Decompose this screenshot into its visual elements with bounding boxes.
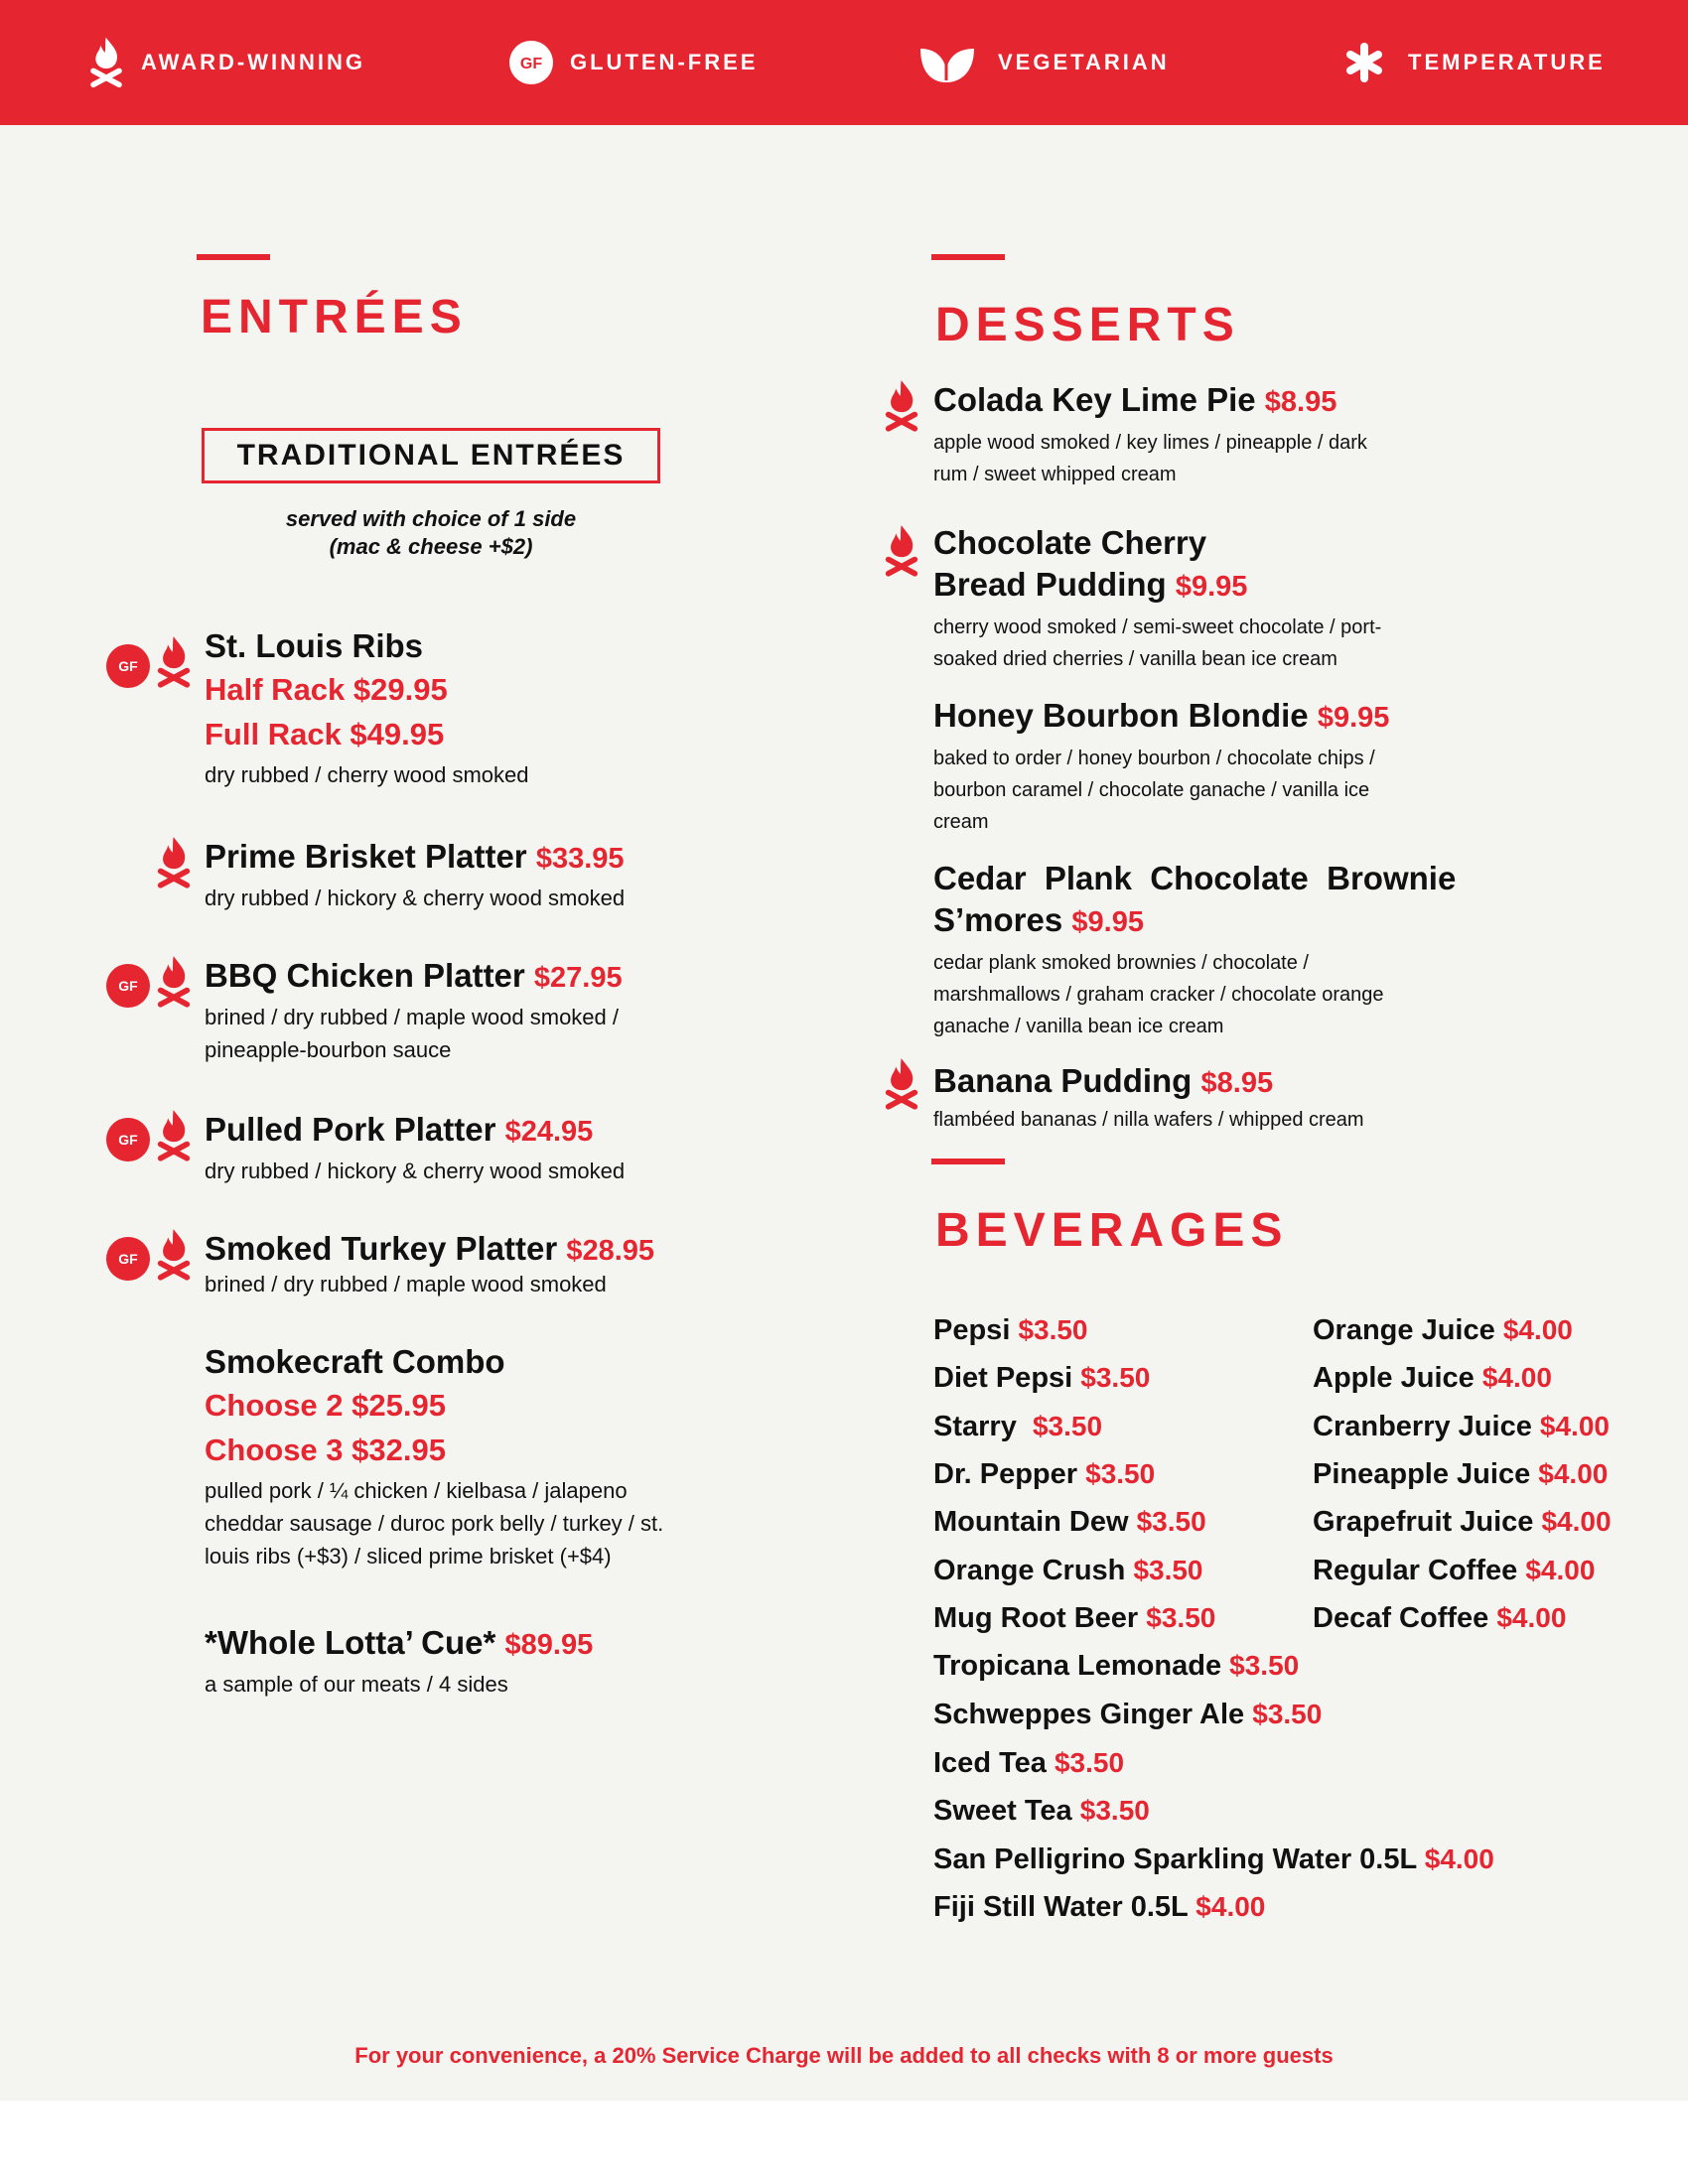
item-description-line: louis ribs (+$3) / sliced prime brisket (+$4) — [205, 1544, 612, 1569]
service-charge-note: For your convenience, a 20% Service Charge will be added to all checks with 8 or more guests — [354, 2043, 1334, 2068]
legend-award-label: AWARD-WINNING — [141, 50, 365, 74]
asterisk-icon — [1344, 43, 1384, 82]
item-description — [933, 427, 1529, 490]
beverage-item — [933, 1409, 1102, 1444]
beverage-price: $4.00 — [1538, 1458, 1609, 1489]
item-description — [933, 612, 1529, 675]
served-line-2: (mac & cheese +$2) — [329, 534, 533, 559]
dessert-colada-key-lime-pie — [933, 379, 1529, 490]
desserts-title: DESSERTS — [935, 299, 1240, 351]
item-price: $89.95 — [504, 1629, 594, 1661]
beverage-name: Apple Juice — [1313, 1362, 1475, 1394]
beverage-name: Starry — [933, 1411, 1025, 1442]
item-name-line — [205, 1109, 625, 1153]
beverage-item — [933, 1889, 1265, 1925]
beverages-accent-line — [931, 1159, 1005, 1164]
beverage-item — [933, 1312, 1088, 1348]
beverage-price: $4.00 — [1481, 1362, 1552, 1393]
flame-icon — [883, 379, 920, 433]
beverage-price: $3.50 — [1252, 1699, 1323, 1729]
beverage-price: $3.50 — [1133, 1555, 1203, 1585]
item-description-line: baked to order / honey bourbon / chocolate chips / — [933, 748, 1375, 769]
item-name-line-1: Cedar Plank Chocolate Brownie — [933, 860, 1457, 896]
item-price-choose-2: Choose 2 $25.95 — [205, 1388, 446, 1423]
item-name-line — [205, 836, 625, 880]
item-price-choose-3: Choose 3 $32.95 — [205, 1433, 446, 1467]
beverage-price: $3.50 — [1080, 1362, 1151, 1393]
beverage-price: $4.00 — [1496, 1602, 1567, 1633]
traditional-entrees-label: TRADITIONAL ENTRÉES — [202, 428, 660, 483]
beverage-item — [933, 1504, 1206, 1540]
legend-temperature-label: TEMPERATURE — [1408, 50, 1606, 74]
legend-vegetarian-label: VEGETARIAN — [998, 50, 1170, 74]
gluten-free-icon — [105, 963, 151, 1009]
beverage-item — [933, 1456, 1155, 1492]
item-description-line: cream — [933, 811, 989, 833]
legend-gluten-free — [508, 0, 758, 125]
beverage-name: Pepsi — [933, 1314, 1011, 1346]
beverage-name: Regular Coffee — [1313, 1555, 1518, 1586]
beverage-price: $4.00 — [1502, 1314, 1573, 1345]
legend-vegetarian — [918, 0, 1170, 125]
beverage-item — [933, 1600, 1215, 1636]
beverage-name: Cranberry Juice — [1313, 1411, 1532, 1442]
beverage-price: $4.00 — [1525, 1555, 1596, 1585]
item-name: Smoked Turkey Platter — [205, 1230, 558, 1267]
item-price: $8.95 — [1264, 386, 1337, 418]
menu-item-bbq-chicken — [205, 955, 623, 1066]
flame-icon — [155, 836, 193, 889]
beverage-item — [933, 1697, 1322, 1732]
item-description-line: marshmallows / graham cracker / chocolate orange — [933, 984, 1384, 1006]
item-description — [933, 743, 1529, 838]
gf-badge-text: GF — [118, 978, 138, 994]
item-name: S’mores — [933, 901, 1063, 938]
beverage-name: Sweet Tea — [933, 1795, 1072, 1827]
beverage-price: $3.50 — [1032, 1411, 1103, 1441]
item-description — [933, 947, 1549, 1042]
item-description — [205, 1474, 663, 1572]
legend-award — [87, 0, 365, 125]
item-name: Banana Pudding — [933, 1062, 1193, 1099]
beverage-name: San Pelligrino Sparkling Water 0.5L — [933, 1843, 1417, 1875]
item-description: dry rubbed / hickory & cherry wood smoked — [205, 886, 626, 910]
beverage-name: Grapefruit Juice — [1313, 1506, 1534, 1538]
item-price: $24.95 — [504, 1116, 594, 1148]
item-description — [205, 1001, 623, 1066]
beverage-item — [1313, 1600, 1566, 1636]
item-name-line-1: Chocolate Cherry — [933, 524, 1207, 561]
item-name: Prime Brisket Platter — [205, 838, 527, 875]
item-description: flambéed bananas / nilla wafers / whipped cream — [933, 1109, 1364, 1131]
beverage-name: Diet Pepsi — [933, 1362, 1073, 1394]
menu-item-prime-brisket — [205, 836, 625, 914]
flame-icon — [155, 1109, 193, 1162]
item-name: Pulled Pork Platter — [205, 1111, 496, 1148]
item-price: $28.95 — [566, 1235, 655, 1267]
item-description: a sample of our meats / 4 sides — [205, 1672, 508, 1697]
beverage-price: $3.50 — [1136, 1506, 1206, 1537]
item-description-line: cheddar sausage / duroc pork belly / turkey / st. — [205, 1511, 664, 1536]
entrees-title: ENTRÉES — [201, 291, 468, 343]
item-description-line: pineapple-bourbon sauce — [205, 1037, 452, 1062]
item-price: $9.95 — [1317, 702, 1390, 734]
gf-badge-text: GF — [118, 658, 138, 674]
beverage-item — [1313, 1409, 1610, 1444]
entrees-accent-line — [197, 254, 270, 260]
item-description: dry rubbed / cherry wood smoked — [205, 762, 529, 787]
beverage-price: $4.00 — [1424, 1843, 1494, 1874]
item-name: Smokecraft Combo — [205, 1343, 505, 1380]
item-name: BBQ Chicken Platter — [205, 957, 525, 994]
beverage-name: Mountain Dew — [933, 1506, 1129, 1538]
item-name: St. Louis Ribs — [205, 627, 424, 664]
gf-badge-text: GF — [118, 1251, 138, 1267]
gluten-free-icon — [105, 643, 151, 689]
beverage-item — [933, 1745, 1124, 1781]
item-name-line — [933, 695, 1529, 739]
dessert-chocolate-cherry-bread-pudding — [933, 522, 1529, 675]
beverage-name: Orange Crush — [933, 1555, 1126, 1586]
desserts-accent-line — [931, 254, 1005, 260]
beverage-price: $3.50 — [1229, 1650, 1300, 1681]
flame-icon — [883, 524, 920, 578]
leaf-icon — [918, 41, 976, 84]
dessert-cedar-plank-brownie-smores — [933, 858, 1549, 1042]
gluten-free-icon — [105, 1117, 151, 1162]
beverages-title: BEVERAGES — [935, 1204, 1289, 1257]
beverage-price: $4.00 — [1541, 1506, 1612, 1537]
beverage-name: Schweppes Ginger Ale — [933, 1699, 1245, 1730]
beverage-price: $4.00 — [1196, 1891, 1266, 1922]
item-description-line: rum / sweet whipped cream — [933, 464, 1177, 485]
beverage-price: $3.50 — [1085, 1458, 1156, 1489]
served-line-1: served with choice of 1 side — [285, 506, 577, 531]
beverage-name: Fiji Still Water 0.5L — [933, 1891, 1189, 1923]
beverage-name: Orange Juice — [1313, 1314, 1495, 1346]
item-price: $27.95 — [533, 962, 623, 994]
beverage-price: $3.50 — [1079, 1795, 1150, 1826]
flame-icon — [155, 635, 193, 689]
gluten-free-icon — [105, 1236, 151, 1282]
beverage-item — [933, 1842, 1494, 1877]
item-description-line: soaked dried cherries / vanilla bean ice cream — [933, 648, 1337, 670]
dessert-honey-bourbon-blondie — [933, 695, 1529, 838]
beverage-item — [1313, 1456, 1608, 1492]
item-name: Bread Pudding — [933, 566, 1167, 603]
legend-gluten-free-label: GLUTEN-FREE — [570, 50, 759, 74]
gf-badge-text: GF — [118, 1132, 138, 1148]
item-name-line — [933, 379, 1529, 423]
menu-item-pulled-pork — [205, 1109, 625, 1187]
item-description-line: pulled pork / ¼ chicken / kielbasa / jalapeno — [205, 1478, 628, 1503]
beverage-item — [1313, 1553, 1595, 1588]
item-price: $33.95 — [535, 843, 625, 875]
item-name-line-2 — [933, 899, 1549, 943]
beverage-name: Tropicana Lemonade — [933, 1650, 1222, 1682]
item-name-line — [933, 1060, 1549, 1104]
menu-item-st-louis-ribs — [205, 625, 529, 791]
served-with-note — [202, 505, 660, 561]
item-name: Colada Key Lime Pie — [933, 381, 1256, 418]
gf-badge-text: GF — [519, 56, 543, 72]
legend-temperature — [1344, 0, 1606, 125]
gluten-free-icon — [508, 40, 554, 85]
beverage-name: Mug Root Beer — [933, 1602, 1139, 1634]
beverage-item — [1313, 1312, 1573, 1348]
flame-icon — [883, 1057, 920, 1111]
item-name-line — [205, 955, 623, 999]
item-price: $9.95 — [1175, 571, 1248, 603]
beverage-price: $3.50 — [1018, 1314, 1088, 1345]
item-description: dry rubbed / hickory & cherry wood smoked — [205, 1159, 626, 1183]
item-price-half: Half Rack $29.95 — [205, 672, 448, 707]
item-description-line: apple wood smoked / key limes / pineapple / dark — [933, 432, 1367, 454]
beverage-price: $3.50 — [1146, 1602, 1216, 1633]
item-description-line: ganache / vanilla bean ice cream — [933, 1016, 1224, 1037]
menu-item-smokecraft-combo — [205, 1341, 663, 1572]
beverage-item — [933, 1648, 1299, 1684]
item-description-line: brined / dry rubbed / maple wood smoked / — [205, 1005, 620, 1029]
item-description-line: bourbon caramel / chocolate ganache / vanilla ice — [933, 779, 1370, 801]
item-description-line: cedar plank smoked brownies / chocolate / — [933, 952, 1309, 974]
menu-item-smoked-turkey — [205, 1228, 654, 1300]
item-name-line — [205, 1228, 654, 1272]
beverage-name: Iced Tea — [933, 1747, 1047, 1779]
item-name-line-2 — [933, 564, 1529, 608]
flame-icon — [87, 37, 125, 88]
beverage-price: $4.00 — [1539, 1411, 1610, 1441]
beverage-item — [933, 1793, 1150, 1829]
beverage-name: Pineapple Juice — [1313, 1458, 1531, 1490]
dessert-banana-pudding — [933, 1060, 1549, 1136]
beverage-name: Decaf Coffee — [1313, 1602, 1489, 1634]
item-name: Honey Bourbon Blondie — [933, 697, 1309, 734]
item-description-line: cherry wood smoked / semi-sweet chocolate / port- — [933, 616, 1382, 638]
item-price: $8.95 — [1200, 1067, 1274, 1099]
beverage-item — [933, 1553, 1203, 1588]
beverage-item — [1313, 1360, 1552, 1396]
menu-item-whole-lotta-cue — [205, 1622, 593, 1701]
beverage-item — [933, 1360, 1150, 1396]
flame-icon — [155, 955, 193, 1009]
beverage-price: $3.50 — [1054, 1747, 1125, 1778]
item-name: *Whole Lotta’ Cue* — [205, 1624, 496, 1661]
item-price: $9.95 — [1071, 906, 1144, 938]
item-description: brined / dry rubbed / maple wood smoked — [205, 1272, 607, 1297]
beverage-item — [1313, 1504, 1612, 1540]
item-price-full: Full Rack $49.95 — [205, 717, 445, 751]
flame-icon — [155, 1228, 193, 1282]
item-name-line — [205, 1622, 593, 1666]
beverage-name: Dr. Pepper — [933, 1458, 1078, 1490]
